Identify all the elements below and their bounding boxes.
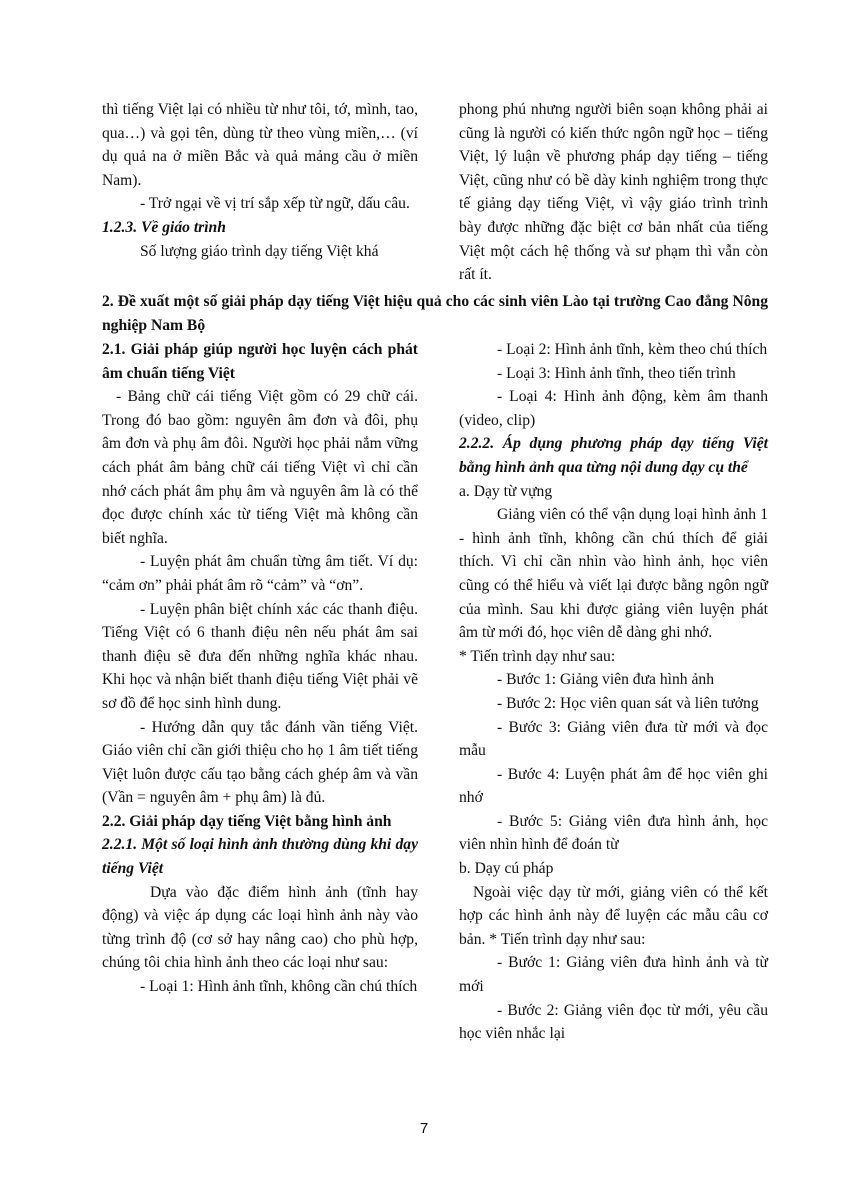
list-item: - Bước 5: Giảng viên đưa hình ảnh, học viên nhìn hình để đoán từ	[459, 812, 768, 854]
list-item: - Bước 1: Giảng viên đưa hình ảnh và từ mới	[459, 954, 768, 996]
top-right-column	[459, 98, 768, 287]
page-number: 7	[419, 1120, 429, 1137]
list-item: - Bước 3: Giảng viên đưa từ mới và đọc mẫu	[459, 718, 768, 760]
list-item: - Loại 4: Hình ảnh động, kèm âm thanh (video, clip)	[459, 388, 768, 429]
subheading-a: a. Dạy từ vựng	[459, 482, 553, 500]
list-item: - Loại 1: Hình ảnh tĩnh, không cần chú thích	[140, 978, 418, 996]
list-item: - Loại 2: Hình ảnh tĩnh, kèm theo chú thích	[497, 341, 768, 358]
paragraph: - Hướng dẫn quy tắc đánh vần tiếng Việt. Giáo viên chỉ cần giới thiệu cho họ 1 âm tiết tiếng Việt luôn được cấu tạo bằng cách ghép âm và vần (Vần = nguyên âm + phụ âm) là đủ.	[102, 718, 418, 807]
paragraph: - Bảng chữ cái tiếng Việt gồm có 29 chữ cái. Trong đó bao gồm: nguyên âm đơn và đôi, phụ âm đơn và phụ âm đôi. Người học phải nắm vững cách phát âm bảng chữ cái tiếng Việt vì chỉ cần nhớ cách phát âm phụ âm và nguyên âm là có thể đọc được chính xác từ tiếng Việt mà không cần biết nghĩa.	[102, 388, 418, 547]
paragraph: phong phú nhưng người biên soạn không phải ai cũng là người có kiến thức ngôn ngữ học – tiếng Việt, lý luận về phương pháp dạy tiếng – tiếng Việt, cũng như có bề dày kinh nghiệm trong thực tế giảng dạy tiếng Việt, vì vậy giáo trình trình bày được những đặc biệt cơ bản nhất của tiếng Việt một cách hệ thống và sư phạm thì vẫn còn rất ít.	[459, 101, 768, 284]
heading-2-2: 2.2. Giải pháp dạy tiếng Việt bằng hình ảnh	[102, 812, 392, 830]
paragraph: thì tiếng Việt lại có nhiều từ như tôi, tớ, mình, tao, qua…) và gọi tên, dùng từ theo vùng miền,… (ví dụ quả na ở miền Bắc và quả mảng cầu ở miền Nam).	[102, 101, 418, 189]
list-item: - Bước 2: Học viên quan sát và liên tưởng	[497, 694, 759, 712]
list-item: - Bước 1: Giảng viên đưa hình ảnh	[497, 671, 714, 689]
right-column	[459, 338, 768, 1046]
paragraph: Ngoài việc dạy từ mới, giảng viên có thể kết hợp các hình ảnh này để luyện các mẫu câu cơ bản. * Tiến trình dạy như sau:	[459, 883, 768, 948]
paragraph: Số lượng giáo trình dạy tiếng Việt khá	[140, 242, 379, 260]
procedure-label: * Tiến trình dạy như sau:	[459, 647, 616, 665]
paragraph: Dựa vào đặc điểm hình ảnh (tĩnh hay động) và việc áp dụng các loại hình ảnh này vào từng trình độ (cơ sở hay nâng cao) cho phù hợp, chúng tôi chia hình ảnh theo các loại như sau:	[102, 883, 418, 972]
paragraph: - Trở ngại về vị trí sắp xếp từ ngữ, dấu câu.	[140, 195, 410, 213]
list-item: - Loại 3: Hình ảnh tĩnh, theo tiến trình	[497, 364, 736, 382]
heading-2-2-2: 2.2.2. Áp dụng phương pháp dạy tiếng Việt bằng hình ảnh qua từng nội dung dạy cụ thể	[459, 435, 768, 476]
paragraph: - Luyện phát âm chuẩn từng âm tiết. Ví dụ: “cảm ơn” phải phát âm rõ “cảm” và “ơn”.	[102, 553, 418, 594]
section-2-heading: 2. Đề xuất một số giải pháp dạy tiếng Việt hiệu quả cho các sinh viên Lào tại trường Cao đẳng Nông nghiệp Nam Bộ	[102, 293, 768, 334]
subheading-b: b. Dạy cú pháp	[459, 860, 554, 878]
left-column	[102, 338, 418, 999]
heading-1-2-3: 1.2.3. Về giáo trình	[102, 218, 226, 236]
paragraph: Giảng viên có thể vận dụng loại hình ảnh 1 - hình ảnh tĩnh, không cần chú thích để giải thích. Vì chỉ cần nhìn vào hình ảnh, học viên cũng có thể hiểu và viết lại được bằng ngôn ngữ của mình. Sau khi được giảng viên luyện phát âm từ mới đó, học viên dễ dàng ghi nhớ.	[459, 506, 768, 642]
paragraph: - Luyện phân biệt chính xác các thanh điệu. Tiếng Việt có 6 thanh điệu nên nếu phát âm sai thanh điệu sẽ đưa đến những nghĩa khác nhau. Khi học và nhận biết thanh điệu tiếng Việt phải vẽ sơ đồ để học sinh hình dung.	[102, 600, 418, 712]
heading-2-1: 2.1. Giải pháp giúp người học luyện cách phát âm chuẩn tiếng Việt	[102, 341, 418, 382]
list-item: - Bước 4: Luyện phát âm để học viên ghi nhớ	[459, 765, 768, 807]
heading-2-2-1: 2.2.1. Một số loại hình ảnh thường dùng khi dạy tiếng Việt	[102, 836, 418, 878]
top-left-column	[102, 98, 418, 263]
list-item: - Bước 2: Giảng viên đọc từ mới, yêu cầu học viên nhắc lại	[459, 1001, 768, 1043]
